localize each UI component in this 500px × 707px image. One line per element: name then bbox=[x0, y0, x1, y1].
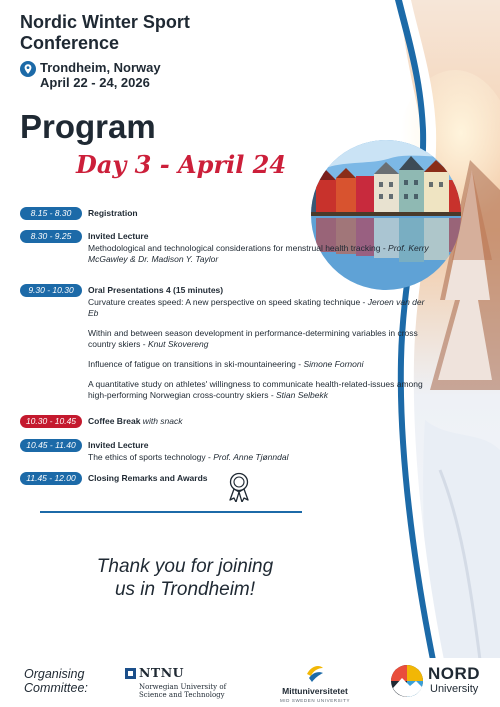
award-ribbon-icon bbox=[227, 472, 251, 502]
talk-title: The ethics of sports technology - bbox=[88, 452, 214, 462]
thank-you-line2: us in Trondheim! bbox=[114, 579, 256, 600]
organising-line2: Committee: bbox=[24, 681, 88, 695]
presentation-item bbox=[88, 379, 433, 401]
ntnu-subtitle-line2: Science and Technology bbox=[139, 691, 225, 699]
miun-subtitle: MID SWEDEN UNIVERSITY bbox=[279, 698, 351, 703]
mittuniversitetet-logo bbox=[270, 660, 360, 703]
session-description bbox=[88, 452, 433, 463]
day-title: Day 3 - April 24 bbox=[76, 150, 287, 179]
organising-line1: Organising bbox=[24, 667, 85, 681]
session-title: Closing Remarks and Awards bbox=[88, 473, 208, 483]
ntnu-subtitle bbox=[139, 683, 249, 699]
ntnu-subtitle-line1: Norwegian University of bbox=[139, 683, 227, 691]
session-description bbox=[88, 243, 433, 265]
time-badge: 10.45 - 11.40 bbox=[20, 439, 82, 452]
schedule-row-invited-lecture-2 bbox=[20, 439, 440, 463]
schedule-row-coffee-break bbox=[20, 415, 440, 429]
session-title: Registration bbox=[88, 208, 138, 218]
nord-university-logo bbox=[390, 664, 481, 703]
conference-title bbox=[20, 12, 190, 54]
talk-title: Influence of fatigue on transitions in ski-mountaineering - bbox=[88, 359, 304, 369]
conference-dates: April 22 - 24, 2026 bbox=[40, 75, 150, 90]
time-badge: 11.45 - 12.00 bbox=[20, 472, 82, 485]
ntnu-logo bbox=[125, 665, 227, 699]
session-title: Oral Presentations 4 (15 minutes) bbox=[88, 285, 224, 295]
talk-speaker: Simone Fornoni bbox=[303, 359, 364, 369]
time-badge: 8.30 - 9.25 bbox=[20, 230, 82, 243]
footer bbox=[0, 658, 500, 707]
map-pin-icon bbox=[20, 61, 36, 77]
schedule-row-invited-lecture-1 bbox=[20, 230, 440, 274]
presentation-item bbox=[88, 328, 433, 350]
location-city: Trondheim, Norway bbox=[40, 60, 161, 75]
session-title: Invited Lecture bbox=[88, 231, 149, 241]
time-badge: 9.30 - 10.30 bbox=[20, 284, 82, 297]
program-title: Program bbox=[20, 108, 156, 145]
location-block bbox=[20, 60, 161, 90]
ntnu-name: NTNU bbox=[139, 665, 185, 680]
talk-speaker: Jeroen van der Eb bbox=[88, 297, 425, 318]
talk-speaker: Stian Selbekk bbox=[276, 390, 328, 400]
organising-committee-label bbox=[24, 667, 88, 695]
talk-speaker: Prof. Anne Tjønndal bbox=[213, 452, 289, 462]
time-badge: 8.15 - 8.30 bbox=[20, 207, 82, 220]
presentation-item bbox=[88, 297, 433, 319]
presentation-item bbox=[88, 359, 433, 370]
miun-mark-icon bbox=[303, 660, 327, 684]
time-badge: 10.30 - 10.45 bbox=[20, 415, 82, 428]
talk-title: A quantitative study on athletes' willingness to communicate health-related-issues among high-performing Norwegian cross-country skiers - bbox=[88, 379, 423, 400]
miun-name: Mittuniversitetet bbox=[282, 686, 348, 696]
talk-title: Methodological and technological considerations for menstrual health tracking - bbox=[88, 243, 389, 253]
session-title bbox=[88, 415, 433, 428]
thank-you-message bbox=[70, 555, 300, 601]
talk-title: Within and between season development in performance-determining variables in cross country skiers - bbox=[88, 328, 418, 349]
coffee-break-extra: with snack bbox=[140, 416, 183, 426]
conference-title-line2: Conference bbox=[20, 33, 120, 53]
thank-you-line1: Thank you for joining bbox=[96, 556, 274, 577]
nord-subtitle: University bbox=[430, 683, 479, 695]
ntnu-mark-icon bbox=[125, 668, 136, 679]
nord-mark-icon bbox=[390, 664, 424, 698]
session-title: Invited Lecture bbox=[88, 440, 149, 450]
conference-title-line1: Nordic Winter Sport bbox=[20, 12, 190, 32]
section-divider bbox=[40, 511, 302, 513]
schedule-row-closing-remarks bbox=[20, 472, 440, 504]
talk-title: Curvature creates speed: A new perspective on speed skating technique - bbox=[88, 297, 368, 307]
nord-name: NORD bbox=[428, 664, 481, 683]
schedule-row-oral-presentations bbox=[20, 284, 440, 409]
talk-speaker: Knut Skovereng bbox=[148, 339, 209, 349]
talk-speaker: Prof. Kerry McGawley & Dr. Madison Y. Taylor bbox=[88, 243, 429, 264]
coffee-break-label: Coffee Break bbox=[88, 416, 141, 426]
schedule-row-registration bbox=[20, 207, 440, 221]
